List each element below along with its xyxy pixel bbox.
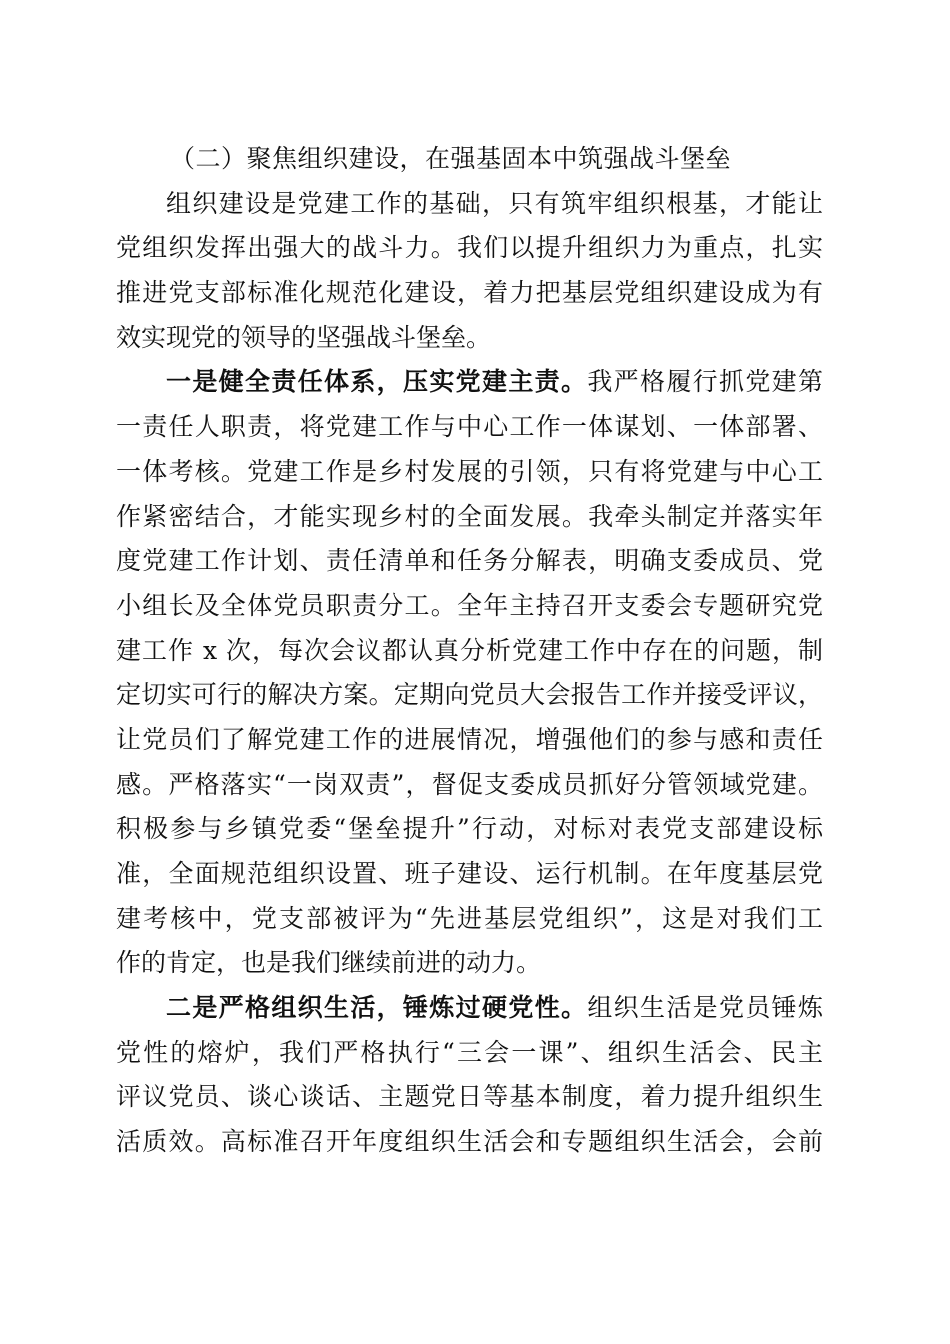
text-line: 建工作 x 次，每次会议都认真分析党建工作中存在的问题，制 (116, 635, 823, 665)
text-line: 积极参与乡镇党委“堡垒提升”行动，对标对表党支部建设标 (116, 814, 823, 844)
paragraph (116, 182, 823, 361)
text-line: 准，全面规范组织设置、班子建设、运行机制。在年度基层党 (116, 859, 823, 888)
text-line: 建考核中，党支部被评为“先进基层党组织”，这是对我们工 (116, 903, 823, 933)
text-line: 感。严格落实“一岗双责”，督促支委成员抓好分管领域党建。 (116, 769, 823, 799)
text-line: 一体考核。党建工作是乡村发展的引领，只有将党建与中心工 (116, 456, 823, 486)
line-text: 我严格履行抓党建第 (587, 367, 823, 397)
text-line: 评议党员、谈心谈话、主题党日等基本制度，着力提升组织生 (116, 1082, 823, 1112)
text-line: 小组长及全体党员职责分工。全年主持召开支委会专题研究党 (116, 590, 823, 620)
text-line: 度党建工作计划、责任清单和任务分解表，明确支委成员、党 (116, 546, 823, 576)
text-line: 党性的熔炉，我们严格执行“三会一课”、组织生活会、民主 (116, 1037, 823, 1067)
text-line: 效实现党的领导的坚强战斗堡垒。 (116, 322, 492, 352)
paragraph (116, 360, 823, 986)
text-line: 活质效。高标准召开年度组织生活会和专题组织生活会，会前 (116, 1127, 823, 1157)
section-heading: （二）聚焦组织建设，在强基固本中筑强战斗堡垒 (170, 144, 732, 173)
text-line: 组织建设是党建工作的基础，只有筑牢组织根基，才能让 (166, 188, 823, 218)
line-text: 组织生活是党员锤炼 (587, 993, 823, 1023)
text-line: 让党员们了解党建工作的进展情况，增强他们的参与感和责任 (116, 724, 823, 754)
text-line: 推进党支部标准化规范化建设，着力把基层党组织建设成为有 (116, 278, 823, 308)
text-line: 一责任人职责，将党建工作与中心工作一体谋划、一体部署、 (116, 412, 823, 442)
paragraph (116, 986, 823, 1165)
bold-lead-phrase: 一是健全责任体系，压实党建主责。 (166, 367, 588, 397)
document-body (116, 137, 823, 1165)
bold-lead-phrase: 二是严格组织生活，锤炼过硬党性。 (166, 993, 588, 1023)
text-line: 作的肯定，也是我们继续前进的动力。 (116, 948, 542, 978)
text-line: 定切实可行的解决方案。定期向党员大会报告工作并接受评议， (116, 680, 823, 710)
text-line (116, 986, 823, 1031)
text-line: 作紧密结合，才能实现乡村的全面发展。我牵头制定并落实年 (116, 501, 823, 531)
text-line: 党组织发挥出强大的战斗力。我们以提升组织力为重点，扎实 (116, 233, 823, 263)
text-line (116, 360, 823, 405)
